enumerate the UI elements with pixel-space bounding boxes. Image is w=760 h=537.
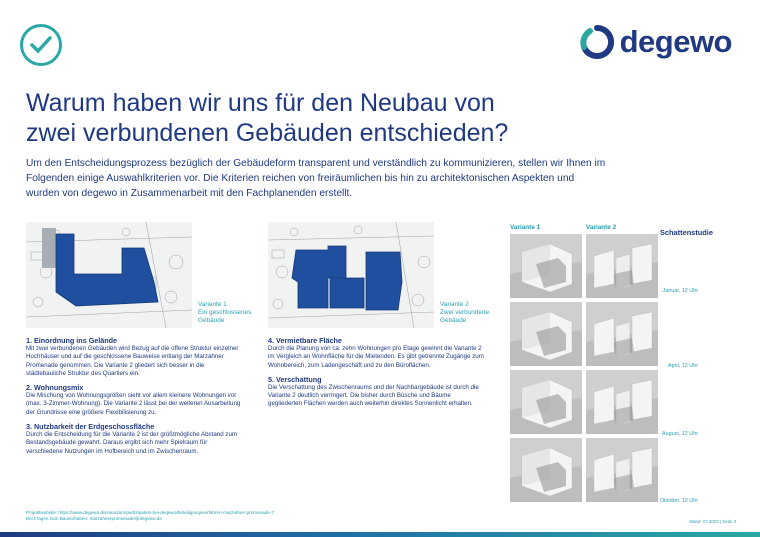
month-label-4: Oktober, 12 Uhr [659,498,698,504]
variant-1-desc-1: Ein geschlossenes [198,309,252,316]
shadow-render-r1-variant-1 [510,234,582,298]
intro-text: Um den Entscheidungsprozess bezüglich der Gebäudeform transparent und verständlich zu kommunizieren, stellen wir Ihnen im Folgenden einige Auswahlkriterien vor. Die Kriterien reichen von freiräumlichen bis hin zu architektonischen Aspekten und wurden von degewo in Zusammenarbeit mit den Fachplanenden erstellt. [26,158,606,199]
criteria-left [26,336,244,456]
logo-text: degewo [619,24,732,59]
award-seal-icon [20,24,62,66]
shadow-study-title: Schattenstudie [660,228,713,237]
site-plan-variant-2 [268,222,434,328]
month-label-1: Januar, 12 Uhr [662,288,698,294]
shadow-render-r2-variant-1 [510,302,582,366]
month-label-2: April, 12 Uhr [668,363,698,369]
criterion-1-heading: 1. Einordnung ins Gelände [26,336,118,345]
degewo-logo-icon [580,25,614,59]
footer-contact[interactable]: Bei Fragen zum Bauvorhaben: marzahnerpromenade@degewo.de [26,516,162,522]
footer-info [26,510,274,523]
criterion-4-heading: 4. Vermietbare Fläche [268,336,342,345]
degewo-logo[interactable] [580,24,732,60]
shadow-render-r4-variant-2 [586,438,658,502]
shadow-render-r1-variant-2 [586,234,658,298]
variant-2-desc-2: Gebäude [440,317,467,324]
variant-2-label [440,301,489,325]
criterion-5-text: Die Verschattung des Zwischenraums und der Nachbargebäude ist durch die Variante 2 deutlich verringert. Die bisher durch Büsche und Bäume gegliederten Flächen werden auch weiterhin direktes Sonnenlicht erhalten. [268,383,479,408]
bottom-gradient-bar [0,532,760,537]
title-line-1: Warum haben wir uns für den Neubau von [26,89,495,117]
footer-website[interactable]: Projektwebsite: https://www.degewo.de/raum/um/partizipation-bei-degewo/beteiligungsverfahren-marzahner-promenade-7 [26,510,274,515]
variant-2-desc-1: Zwei verbundene [440,309,490,316]
site-plan-variant-1 [26,222,192,328]
shadow-render-r3-variant-1 [510,370,582,434]
criterion-1-text: Mit zwei verbundenen Gebäuden wird Bezug auf die offene Struktur einzelner Hochhäuser und auf die geschlossene Bauweise entlang der Marzahner Promenade genommen. Die Variante 2 gliedert sich besser in die städtebauliche Struktur des Quartiers ein. [26,345,239,377]
criterion-2-heading: 2. Wohnungsmix [26,383,84,393]
criterion-2-text: Die Mischung von Wohnungsgrößen sieht vor allem kleinere Wohnungen vor (max. 3-Zimmer-Wohnung). Die Variante 2 lässt bei der weiteren Ausarbeitung der Grundrisse eine größere Flexibilisierung zu. [26,392,241,416]
month-label-3: August, 12 Uhr [662,431,698,437]
criterion-5-heading: 5. Verschattung [268,374,322,384]
footer-page-info: Stand: 07.2023 | Seite 3 [688,519,736,524]
title-line-2: zwei verbundenen Gebäuden entschieden? [26,119,509,147]
shadow-render-r2-variant-2 [586,302,658,366]
shadow-col-2-label: Variante 2 [586,224,617,231]
variant-1-label [198,301,251,325]
shadow-render-r3-variant-2 [586,370,658,434]
criterion-3-text: Durch die Entscheidung für die Variante 2 ist der größtmögliche Abstand zum Bestandsgebäude gewahrt. Daraus ergibt sich mehr Spielraum für verschiedene Nutzungen im Hofbereich und im Zwischenraum. [26,431,238,455]
criteria-right [268,336,486,409]
variant-1-desc-2: Gebäude [198,317,225,324]
variant-2-title: Variante 2 [440,301,469,308]
criterion-4-text: Durch die Planung von ca. zehn Wohnungen pro Etage gewinnt die Variante 2 im Vergleich an Wohnfläche für die Mietenden. Es gibt getrennte Zugänge zum Wohnbereich, zum Ladengeschäft und zu den Büroflächen. [268,345,484,369]
shadow-render-r4-variant-1 [510,438,582,502]
variant-1-title: Variante 1 [198,301,227,308]
criterion-3-heading: 3. Nutzbarkeit der Erdgeschossfläche [26,422,155,432]
shadow-col-1-label: Variante 1 [510,224,541,231]
page-title [26,88,586,148]
